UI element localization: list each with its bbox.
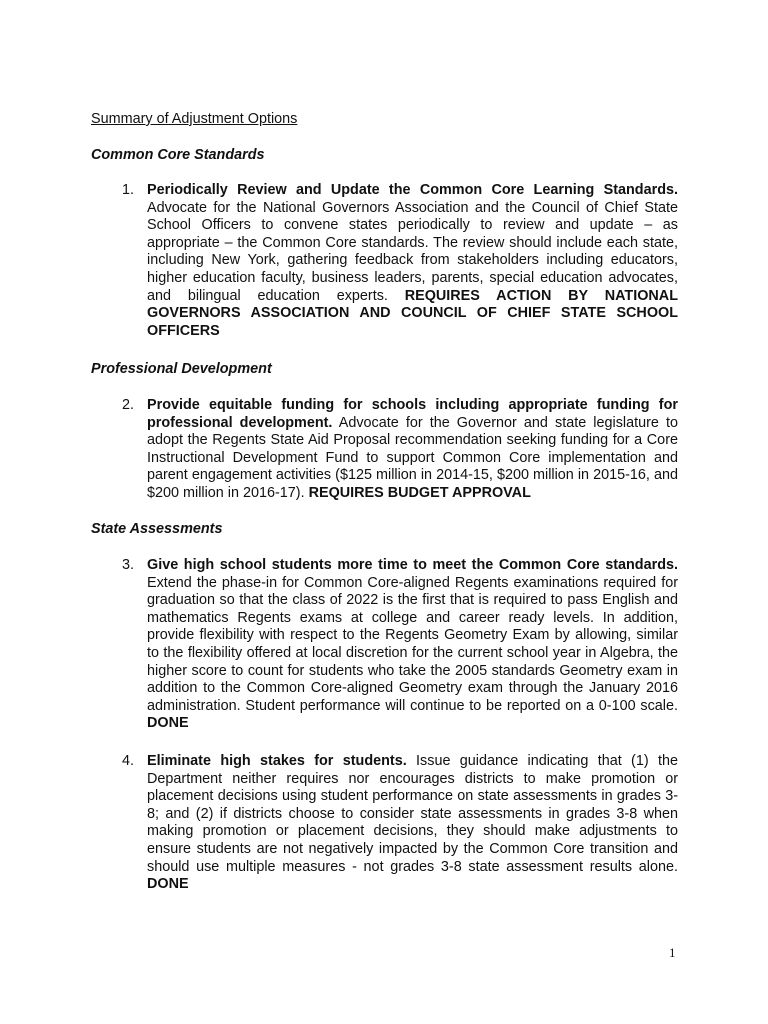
item-requirement: DONE [147,715,189,732]
item-requirement: REQUIRES ACTION BY NATIONAL GOVERNORS ASSOCIATION AND COUNCIL OF CHIEF STATE SCHOOL OFFICERS [147,287,678,339]
item-body [147,557,678,733]
item-requirement: DONE [147,876,189,893]
item-number: 3. [122,557,135,573]
item-body [147,182,678,340]
item-number: 1. [122,182,135,198]
item-text: Advocate for the National Governors Association and the Council of Chief State School Officers to convene states periodically to review and update – as appropriate – the Common Core standards. The review should include each state, including New York, gathering feedback from stakeholders including educators, higher education faculty, business leaders, parents, special education advocates, and bilingual education experts. [147,199,678,304]
section-heading-state-assessments: State Assessments [91,521,223,537]
section-heading-professional-development: Professional Development [91,361,272,377]
section-heading-common-core: Common Core Standards [91,147,265,163]
item-lead: Provide equitable funding for schools including appropriate funding for professional development. [147,397,678,431]
item-body [147,753,678,894]
item-text: Extend the phase-in for Common Core-aligned Regents examinations required for graduation so that the class of 2022 is the first that is required to pass English and mathematics Regents exams at college and career ready levels. In addition, provide flexibility with respect to the Regents Geometry Exam by allowing, similar to the flexibility offered at local discretion for the current school year in Algebra, the higher score to count for students who take the 2005 standards Geometry exam in addition to the Common Core-aligned Geometry exam through the January 2016 administration. Student performance will continue to be reported on a 0-100 scale. [147,574,678,714]
item-number: 4. [122,753,135,769]
list-item-3 [122,557,678,733]
document-title: Summary of Adjustment Options [91,111,298,127]
item-text: Advocate for the Governor and state legislature to adopt the Regents State Aid Proposal recommendation seeking funding for a Core Instructional Development Fund to support Common Core implementation and parent engagement activities ($125 million in 2014-15, $200 million in 2015-16, and $200 million in 2016-17). [147,414,678,501]
page-number: 1 [669,945,676,960]
list-item-1 [122,182,678,340]
list-item-4 [122,753,678,894]
list-item-2 [122,397,678,503]
item-requirement: REQUIRES BUDGET APPROVAL [308,484,531,501]
item-number: 2. [122,397,135,413]
item-text: Issue guidance indicating that (1) the Department neither requires nor encourages districts to make promotion or placement decisions using student performance on state assessments in grades 3-8; and (2) if districts choose to consider state assessments in grades 3-8 when making promotion or placement decisions, they should make adjustments to ensure students are not negatively impacted by the Common Core transition and should use multiple measures - not grades 3-8 state assessment results alone. [147,753,678,875]
item-body [147,397,678,503]
item-lead: Eliminate high stakes for students. [147,753,407,769]
item-lead: Give high school students more time to meet the Common Core standards. [147,557,678,573]
item-lead: Periodically Review and Update the Common Core Learning Standards. [147,182,678,198]
